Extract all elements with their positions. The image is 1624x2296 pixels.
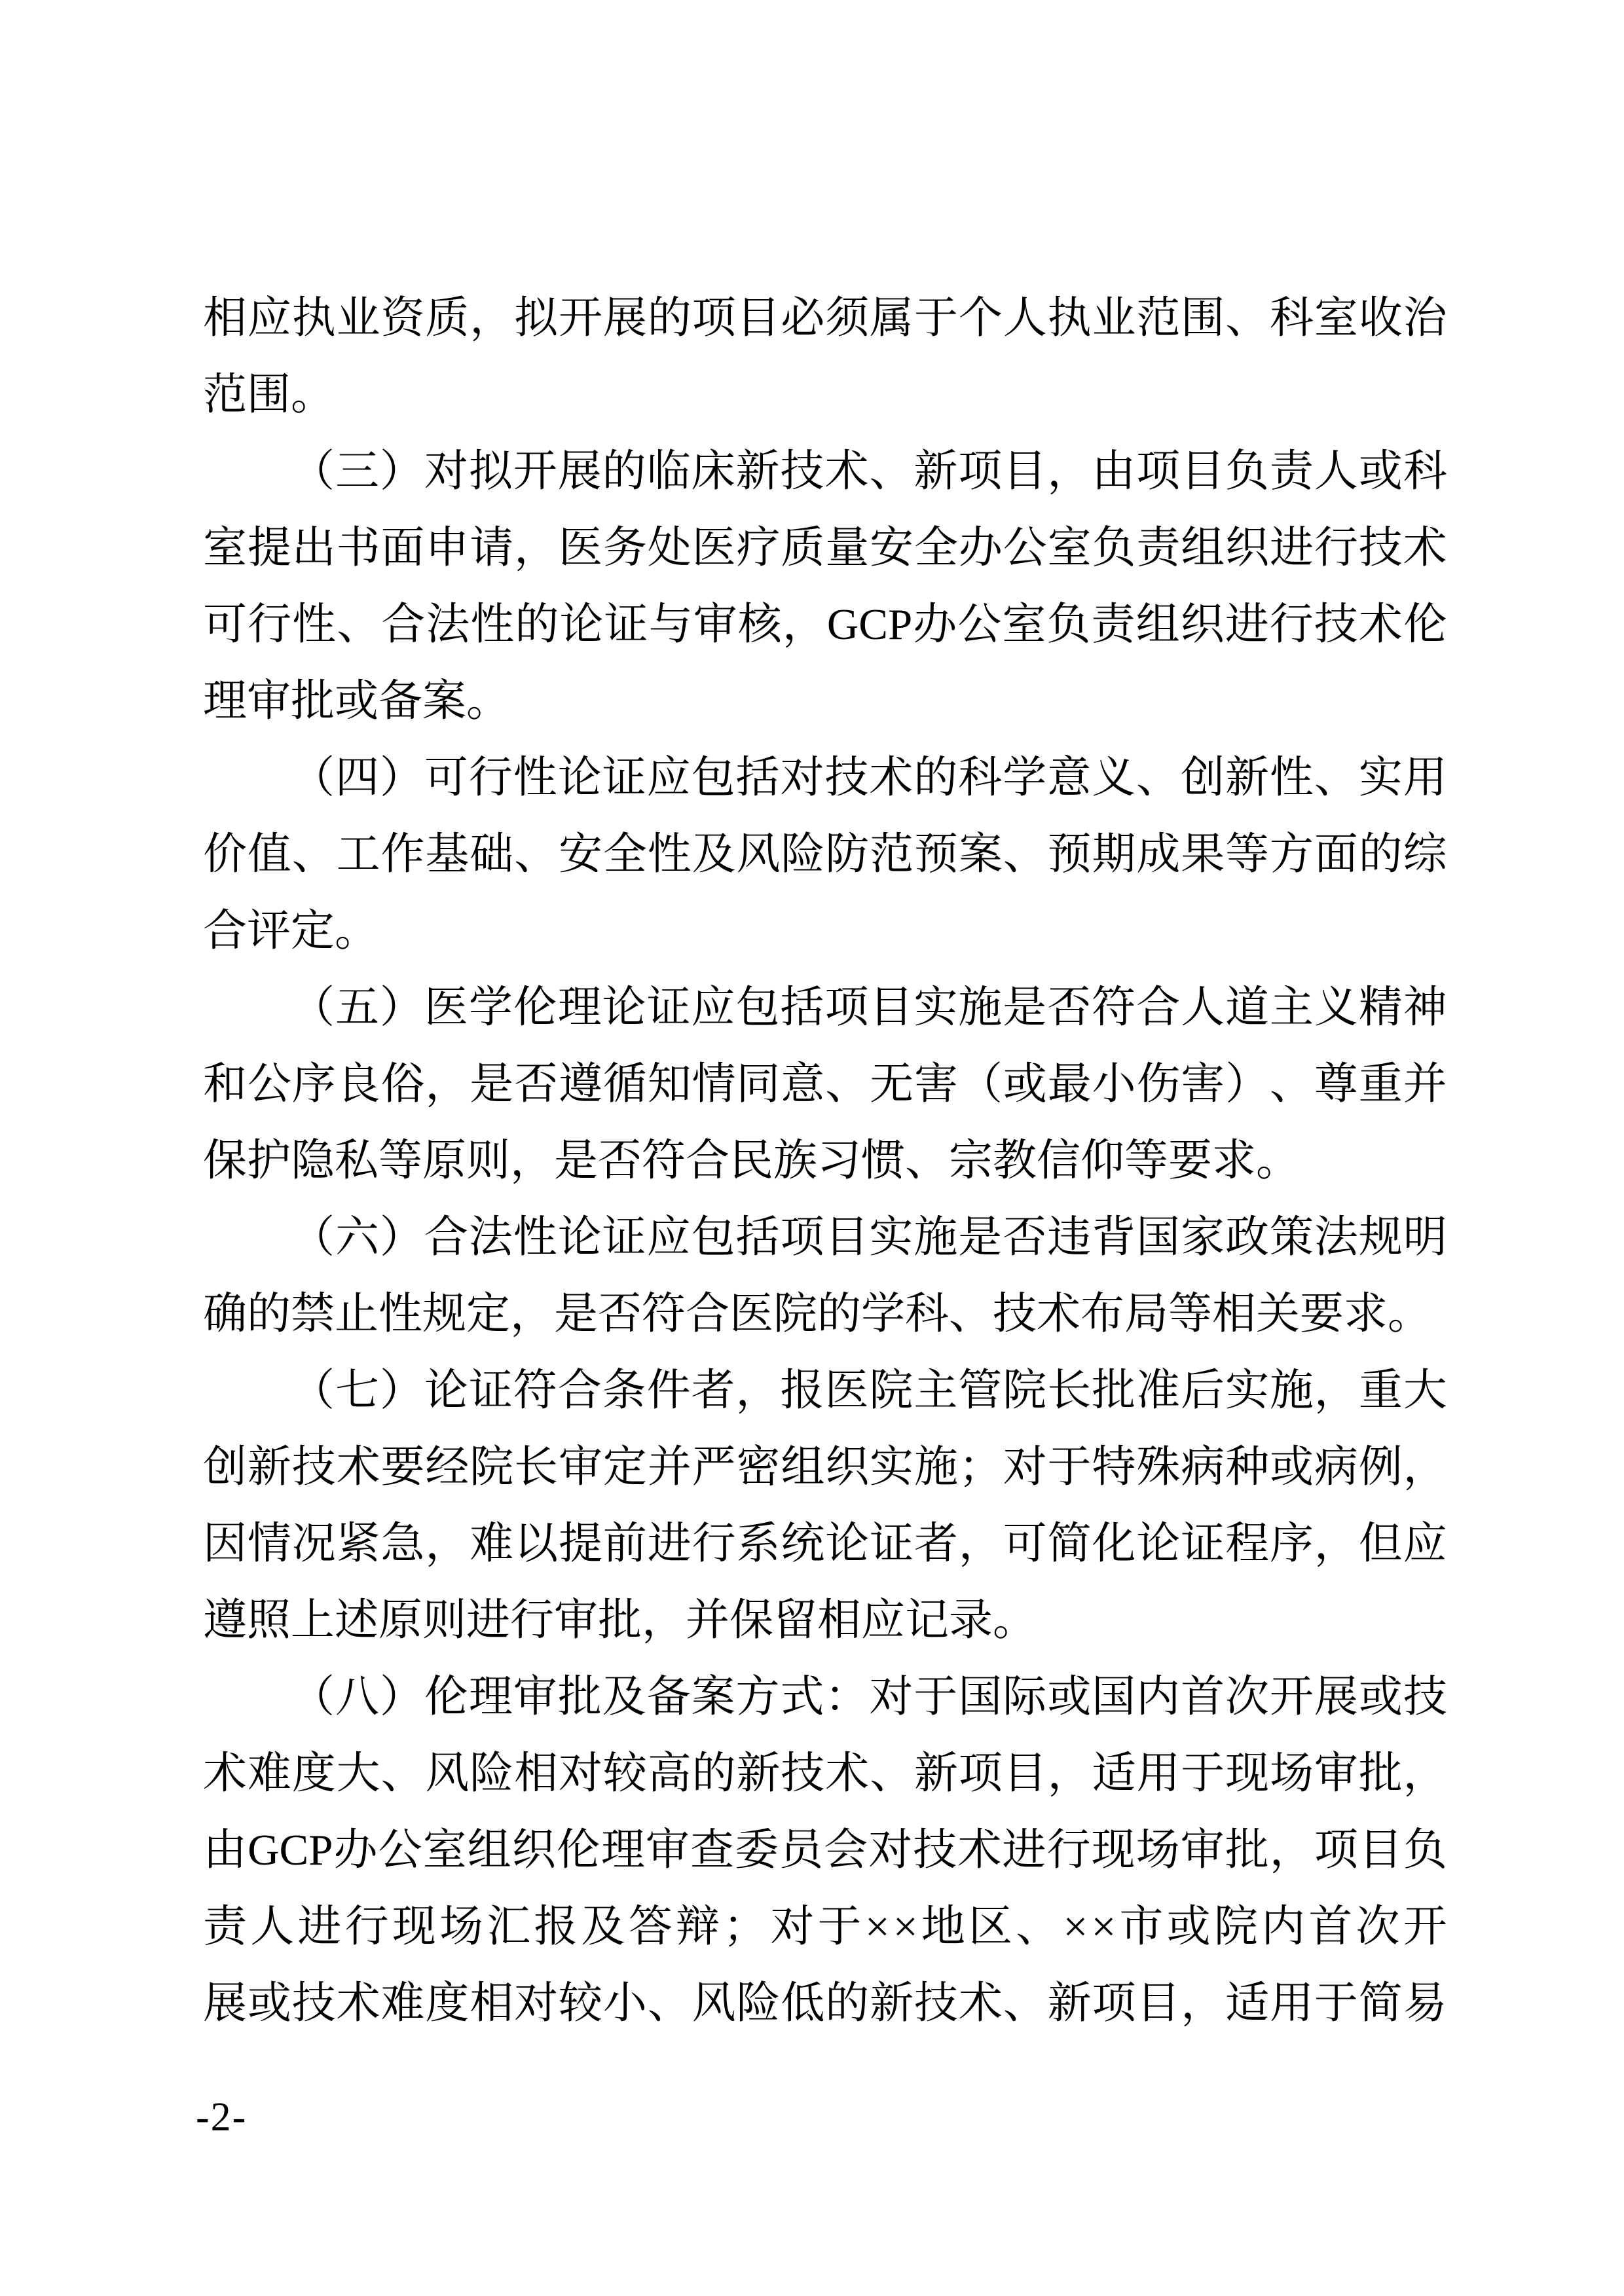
text-line: （ 七 ） 论 证 符 合 条 件 者 ， 报 医 院 主 管 院 长 批 准 后 实 施 ， 重 大 <box>291 1366 1447 1415</box>
text-line: 因 情 况 紧 急 ， 难 以 提 前 进 行 系 统 论 证 者 ， 可 简 化 论 证 程 序 ， 但 应 <box>203 1520 1447 1568</box>
text-line: （ 四 ） 可 行 性 论 证 应 包 括 对 技 术 的 科 学 意 义 、 创 新 性 、 实 用 <box>291 754 1447 802</box>
text-line: 合 评 定 。 <box>203 907 378 955</box>
text-line: 责 人 进 行 现 场 汇 报 及 答 辩 ； 对 于 × × 地 区 、 × × 市 或 院 内 首 次 开 <box>203 1903 1447 1951</box>
text-line: 和 公 序 良 俗 ， 是 否 遵 循 知 情 同 意 、 无 害 （ 或 最 小 伤 害 ） 、 尊 重 并 <box>203 1060 1447 1108</box>
text-line: 遵 照 上 述 原 则 进 行 审 批 ， 并 保 留 相 应 记 录 。 <box>203 1596 1037 1645</box>
text-line: 室 提 出 书 面 申 请 ， 医 务 处 医 疗 质 量 安 全 办 公 室 负 责 组 织 进 行 技 术 <box>203 524 1447 572</box>
text-line: 理 审 批 或 备 案 。 <box>203 677 510 725</box>
text-line: 价 值 、 工 作 基 础 、 安 全 性 及 风 险 防 范 预 案 、 预 期 成 果 等 方 面 的 综 <box>203 830 1447 879</box>
text-line: 可 行 性 、 合 法 性 的 论 证 与 审 核 ， GCP 办 公 室 负 责 组 织 进 行 技 术 伦 <box>203 600 1447 649</box>
text-line: 创 新 技 术 要 经 院 长 审 定 并 严 密 组 织 实 施 ； 对 于 特 殊 病 种 或 病 例 ， <box>203 1443 1447 1491</box>
text-line: 术 难 度 大 、 风 险 相 对 较 高 的 新 技 术 、 新 项 目 ， 适 用 于 现 场 审 批 ， <box>203 1749 1447 1798</box>
text-line: （ 三 ） 对 拟 开 展 的 临 床 新 技 术 、 新 项 目 ， 由 项 目 负 责 人 或 科 <box>291 447 1447 496</box>
text-line: 展 或 技 术 难 度 相 对 较 小 、 风 险 低 的 新 技 术 、 新 项 目 ， 适 用 于 简 易 <box>203 1979 1447 2028</box>
text-line: （ 六 ） 合 法 性 论 证 应 包 括 项 目 实 施 是 否 违 背 国 家 政 策 法 规 明 <box>291 1213 1447 1262</box>
document-body <box>203 280 1447 2042</box>
text-line: 相 应 执 业 资 质 ， 拟 开 展 的 项 目 必 须 属 于 个 人 执 业 范 围 、 科 室 收 治 <box>203 294 1447 342</box>
text-line: 保 护 隐 私 等 原 则 ， 是 否 符 合 民 族 习 惯 、 宗 教 信 仰 等 要 求 。 <box>203 1137 1300 1185</box>
page-number: -2- <box>196 2095 248 2140</box>
text-line: （ 五 ） 医 学 伦 理 论 证 应 包 括 项 目 实 施 是 否 符 合 人 道 主 义 精 神 <box>291 983 1447 1032</box>
text-line: 由 GCP 办 公 室 组 织 伦 理 审 查 委 员 会 对 技 术 进 行 现 场 审 批 ， 项 目 负 <box>203 1826 1447 1874</box>
text-line: （ 八 ） 伦 理 审 批 及 备 案 方 式 ： 对 于 国 际 或 国 内 首 次 开 展 或 技 <box>291 1673 1447 1721</box>
text-line: 范 围 。 <box>203 371 335 419</box>
text-line: 确 的 禁 止 性 规 定 ， 是 否 符 合 医 院 的 学 科 、 技 术 布 局 等 相 关 要 求 。 <box>203 1290 1431 1338</box>
